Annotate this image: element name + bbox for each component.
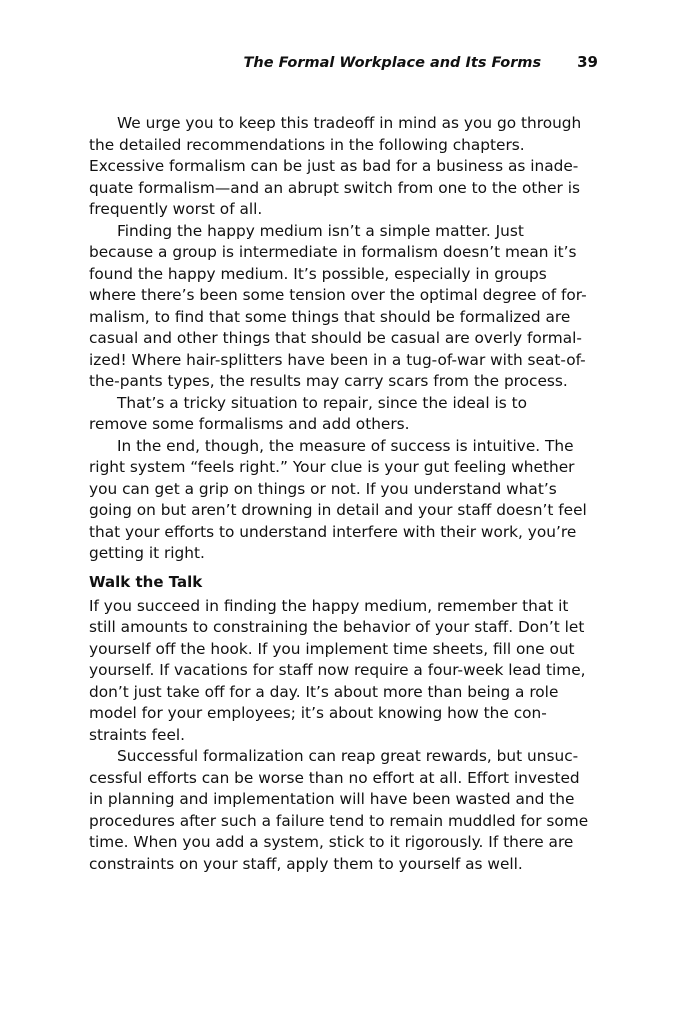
text-line: yourself off the hook. If you implement time sheets, fill one out [89,639,575,658]
running-head: The Formal Workplace and Its Forms [243,55,542,71]
paragraph [89,746,599,875]
paragraph [89,596,599,747]
text-line: Successful formalization can reap great rewards, but unsuc- [117,747,579,765]
text-line: the-pants types, the results may carry scars from the process. [89,372,568,390]
text-line: We urge you to keep this tradeoff in mind as you go through [117,114,582,132]
paragraph [89,113,599,221]
text-line: right system “feels right.” Your clue is your gut feeling whether [89,458,575,476]
text-line: Finding the happy medium isn’t a simple matter. Just [117,221,524,240]
text-line: model for your employees; it’s about knowing how the con- [89,704,547,722]
text-line: malism, to find that some things that should be formalized are [89,307,571,326]
text-line: straints feel. [89,725,186,744]
page-header [90,53,598,71]
text-line: in planning and implementation will have been wasted and the [89,790,575,808]
text-line: where there’s been some tension over the optimal degree of for- [89,286,587,304]
text-line: cessful efforts can be worse than no effort at all. Effort invested [89,768,580,787]
text-line: If you succeed in finding the happy medium, remember that it [89,596,569,615]
text-line: going on but aren’t drowning in detail and your staff doesn’t feel [89,501,587,519]
text-line: That’s a tricky situation to repair, since the ideal is to [117,393,528,412]
paragraph [89,436,599,565]
text-line: still amounts to constraining the behavior of your staff. Don’t let [89,618,585,636]
text-line: the detailed recommendations in the following chapters. [89,135,525,154]
text-line: In the end, though, the measure of success is intuitive. The [117,436,574,455]
text-line: quate formalism—and an abrupt switch from one to the other is [89,178,580,197]
text-line: constraints on your staff, apply them to yourself as well. [89,854,523,873]
text-line: that your efforts to understand interfere with their work, you’re [89,522,577,541]
text-line: getting it right. [89,544,205,562]
text-line: found the happy medium. It’s possible, especially in groups [89,264,547,283]
text-line: you can get a grip on things or not. If you understand what’s [89,479,557,498]
text-line: because a group is intermediate in formalism doesn’t mean it’s [89,243,577,261]
body-text [89,113,599,875]
text-line: yourself. If vacations for staff now require a four-week lead time, [89,661,586,679]
text-line: remove some formalisms and add others. [89,415,410,433]
text-line: Excessive formalism can be just as bad for a business as inade- [89,157,579,175]
text-line: don’t just take off for a day. It’s about more than being a role [89,682,559,701]
paragraph [89,393,599,436]
text-line: casual and other things that should be casual are overly formal- [89,329,582,347]
section-heading: Walk the Talk [89,572,203,591]
text-line: frequently worst of all. [89,200,263,218]
text-line: procedures after such a failure tend to remain muddled for some [89,811,589,830]
paragraph [89,221,599,393]
text-line: ized! Where hair-splitters have been in a tug-of-war with seat-of- [89,350,586,369]
page-number: 39 [577,53,598,71]
text-line: time. When you add a system, stick to it rigorously. If there are [89,833,574,851]
